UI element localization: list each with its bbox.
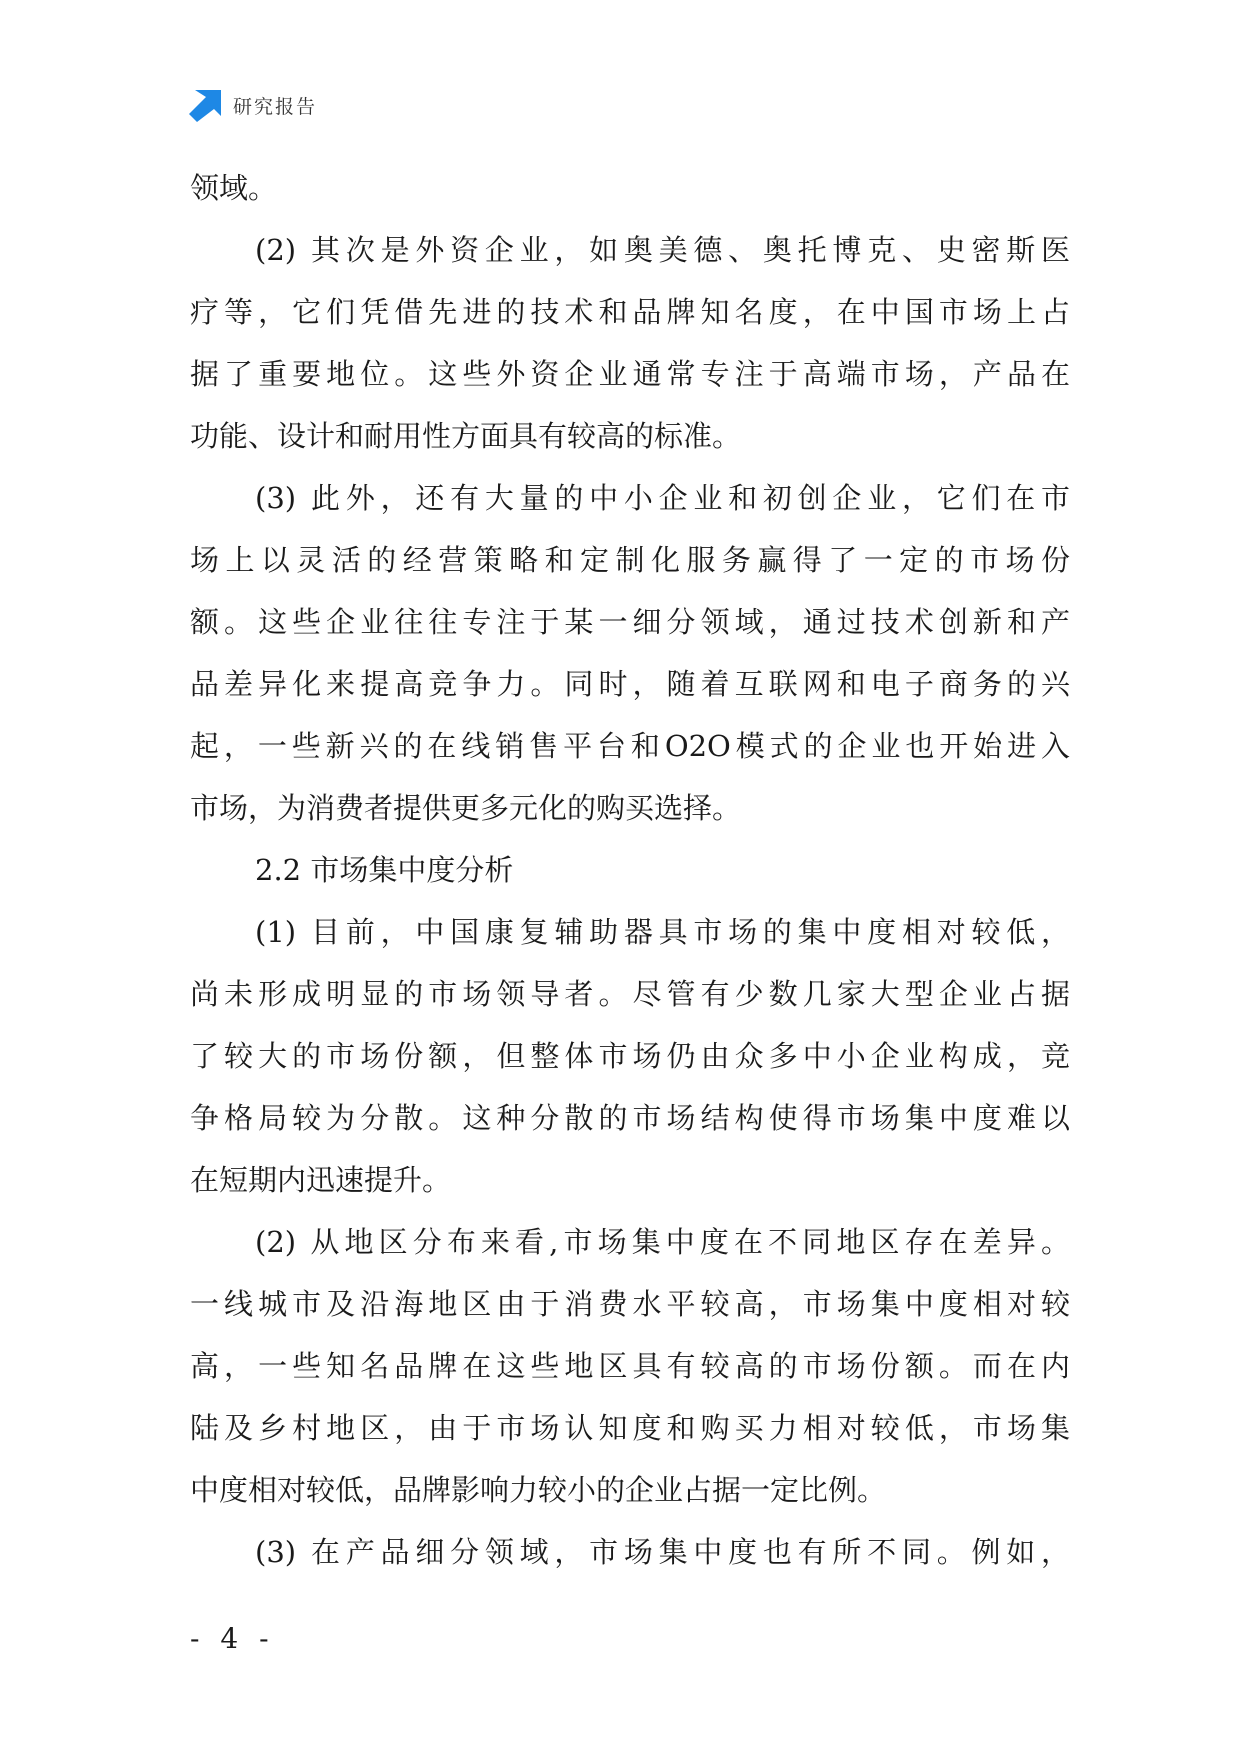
text-line: (3) 在产品细分领域，市场集中度也有所不同。例如， <box>255 1535 1070 1569</box>
text-line: 陆及乡村地区，由于市场认知度和购买力相对较低，市场集 <box>190 1411 1070 1445</box>
text-line: (3) 此外，还有大量的中小企业和初创企业，它们在市 <box>255 481 1070 515</box>
section-heading: 2.2 市场集中度分析 <box>255 853 514 887</box>
text-line: 在短期内迅速提升。 <box>190 1163 452 1197</box>
text-line: (1) 目前，中国康复辅助器具市场的集中度相对较低， <box>255 915 1070 949</box>
text-line: 据了重要地位。这些外资企业通常专注于高端市场，产品在 <box>190 357 1070 391</box>
page-number: - 4 - <box>190 1622 275 1655</box>
text-line: (2) 其次是外资企业，如奥美德、奥托博克、史密斯医 <box>255 233 1070 267</box>
text-line: 中度相对较低，品牌影响力较小的企业占据一定比例。 <box>190 1473 887 1507</box>
text-line: 争格局较为分散。这种分散的市场结构使得市场集中度难以 <box>190 1101 1070 1135</box>
text-line: 疗等，它们凭借先进的技术和品牌知名度，在中国市场上占 <box>190 295 1070 329</box>
text-line: 场上以灵活的经营策略和定制化服务赢得了一定的市场份 <box>190 543 1070 577</box>
text-line: 尚未形成明显的市场领导者。尽管有少数几家大型企业占据 <box>190 977 1070 1011</box>
text-line: 品差异化来提高竞争力。同时，随着互联网和电子商务的兴 <box>190 667 1070 701</box>
text-line: 起，一些新兴的在线销售平台和O2O模式的企业也开始进入 <box>190 729 1070 763</box>
text-line: 一线城市及沿海地区由于消费水平较高，市场集中度相对较 <box>190 1287 1070 1321</box>
arrow-logo-icon <box>189 88 223 122</box>
text-line: 高，一些知名品牌在这些地区具有较高的市场份额。而在内 <box>190 1349 1070 1383</box>
text-line: 额。这些企业往往专注于某一细分领域，通过技术创新和产 <box>190 605 1070 639</box>
text-line: 功能、设计和耐用性方面具有较高的标准。 <box>190 419 742 453</box>
text-line: (2) 从地区分布来看,市场集中度在不同地区存在差异。 <box>255 1225 1070 1259</box>
report-header <box>189 88 317 122</box>
text-line: 了较大的市场份额，但整体市场仍由众多中小企业构成，竞 <box>190 1039 1070 1073</box>
document-body <box>190 157 1070 1583</box>
text-line: 市场，为消费者提供更多元化的购买选择。 <box>190 791 742 825</box>
text-line: 领域。 <box>190 171 278 205</box>
header-title: 研究报告 <box>233 95 318 118</box>
